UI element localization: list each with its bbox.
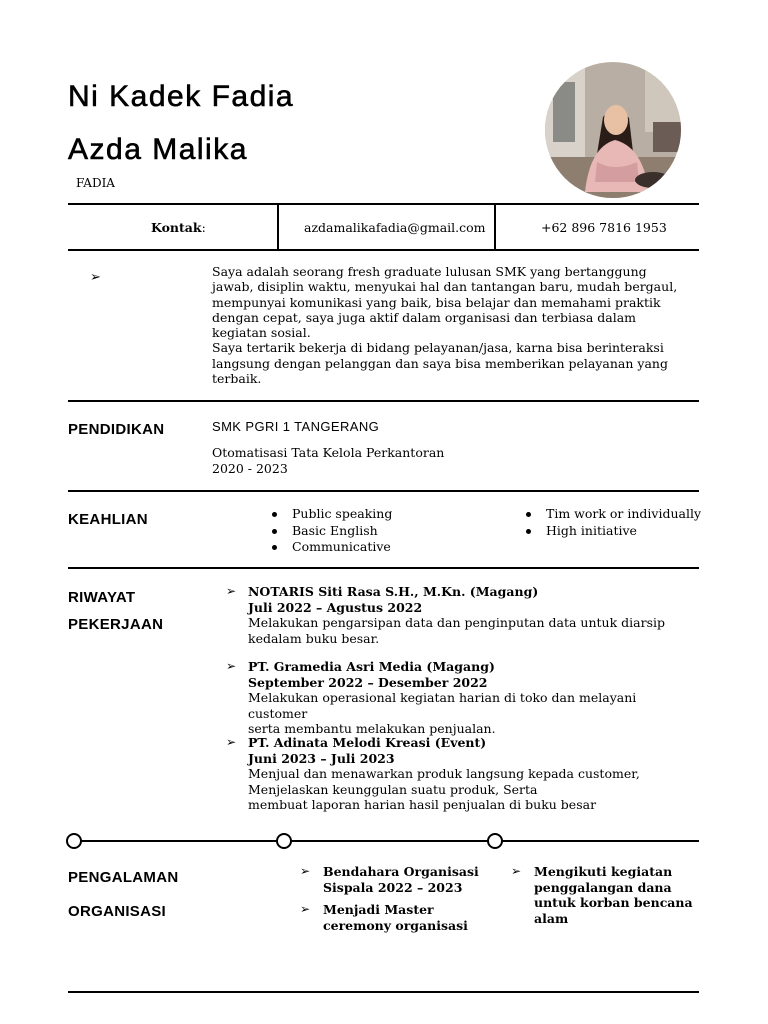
divider (68, 567, 699, 569)
job-entry (248, 659, 698, 737)
skill-item: High initiative (524, 523, 701, 540)
section-title-organization: PENGALAMAN (68, 869, 179, 886)
divider (68, 991, 699, 993)
org-item (323, 902, 468, 933)
bullet-dot-icon (272, 545, 277, 550)
org-item (534, 864, 693, 926)
bullet-arrow-icon: ➢ (300, 902, 311, 916)
bullet-arrow-icon: ➢ (226, 735, 237, 749)
summary-paragraph: Saya tertarik bekerja di bidang pelayanan/jasa, karna bisa berinteraksi langsung dengan pelanggan dan saya bisa memberikan pelayanan yang terbaik. (212, 340, 668, 387)
name-line-2: Azda Malika (68, 133, 248, 166)
job-description: membuat laporan harian hasil penjualan di buku besar (248, 797, 597, 812)
name-line-1: Ni Kadek Fadia (68, 80, 295, 113)
profile-photo (545, 62, 681, 198)
job-company: PT. Gramedia Asri Media (Magang) (248, 659, 495, 674)
bullet-dot-icon (526, 512, 531, 517)
job-period: Juli 2022 – Agustus 2022 (248, 599, 423, 615)
org-item-line: Menjadi Master (323, 902, 434, 917)
contact-email[interactable]: azdamalikafadia@gmail.com (304, 220, 486, 235)
org-item-line: Sispala 2022 – 2023 (323, 879, 463, 895)
education-years: 2020 - 2023 (212, 461, 288, 476)
divider (277, 205, 279, 249)
job-period: Juni 2023 – Juli 2023 (248, 750, 395, 766)
job-company: NOTARIS Siti Rasa S.H., M.Kn. (Magang) (248, 584, 539, 599)
section-title-education: PENDIDIKAN (68, 421, 165, 438)
contact-label: Kontak: (151, 220, 206, 235)
bullet-dot-icon (526, 529, 531, 534)
job-description: Menjual dan menawarkan produk langsung kepada customer, (248, 766, 640, 781)
job-description: Melakukan pengarsipan data dan penginputan data untuk diarsip (248, 615, 665, 630)
divider (68, 490, 699, 492)
org-item-line: alam (534, 910, 569, 926)
org-item-line: untuk korban bencana (534, 895, 693, 910)
bullet-dot-icon (272, 512, 277, 517)
divider (68, 203, 699, 205)
org-item-line: Bendahara Organisasi (323, 864, 479, 879)
section-title-organization: ORGANISASI (68, 903, 167, 920)
bullet-dot-icon (272, 529, 277, 534)
school-name: SMK PGRI 1 TANGERANG (212, 419, 380, 434)
summary-paragraph: Saya adalah seorang fresh graduate lulusan SMK yang bertanggung jawab, disiplin waktu, menyukai hal dan tantangan baru, mudah bergaul, mempunyai komunikasi yang baik, bisa belajar dan memahami praktik dengan cepat, saya juga aktif dalam organisasi dan terbiasa dalam kegiatan sosial. (212, 264, 678, 341)
org-item-line: ceremony organisasi (323, 917, 468, 933)
org-item-line: penggalangan dana (534, 879, 672, 895)
skill-item: Basic English (270, 523, 392, 540)
nickname: FADIA (76, 176, 115, 190)
section-title-work: PEKERJAAN (68, 616, 164, 633)
job-description: Menjelaskan keunggulan suatu produk, Serta (248, 781, 538, 797)
divider (68, 249, 699, 251)
job-description: Melakukan operasional kegiatan harian di toko dan melayani customer (248, 690, 637, 721)
job-entry (248, 735, 698, 813)
bullet-arrow-icon: ➢ (90, 270, 101, 285)
skills-list (270, 506, 392, 556)
timeline-circle-icon (487, 833, 503, 849)
bullet-arrow-icon: ➢ (226, 584, 237, 598)
job-period: September 2022 – Desember 2022 (248, 674, 488, 690)
skill-item: Communicative (270, 539, 392, 556)
timeline-circle-icon (66, 833, 82, 849)
job-entry (248, 584, 698, 646)
skills-list (524, 506, 701, 539)
skill-item: Tim work or individually (524, 506, 701, 523)
divider (68, 400, 699, 402)
bullet-arrow-icon: ➢ (300, 864, 311, 878)
org-item-line: Mengikuti kegiatan (534, 864, 673, 879)
section-title-skills: KEAHLIAN (68, 511, 148, 528)
timeline-circle-icon (276, 833, 292, 849)
bullet-arrow-icon: ➢ (511, 864, 522, 878)
summary (212, 264, 682, 386)
timeline-line (75, 840, 699, 842)
education-major: Otomatisasi Tata Kelola Perkantoran (212, 445, 445, 460)
job-company: PT. Adinata Melodi Kreasi (Event) (248, 735, 487, 750)
job-description: serta membantu melakukan penjualan. (248, 721, 496, 736)
bullet-arrow-icon: ➢ (226, 659, 237, 673)
contact-phone[interactable]: +62 896 7816 1953 (541, 220, 667, 235)
divider (494, 205, 496, 249)
skill-item: Public speaking (270, 506, 392, 523)
section-title-work: RIWAYAT (68, 589, 136, 606)
org-item (323, 864, 479, 895)
job-description: kedalam buku besar. (248, 630, 380, 646)
